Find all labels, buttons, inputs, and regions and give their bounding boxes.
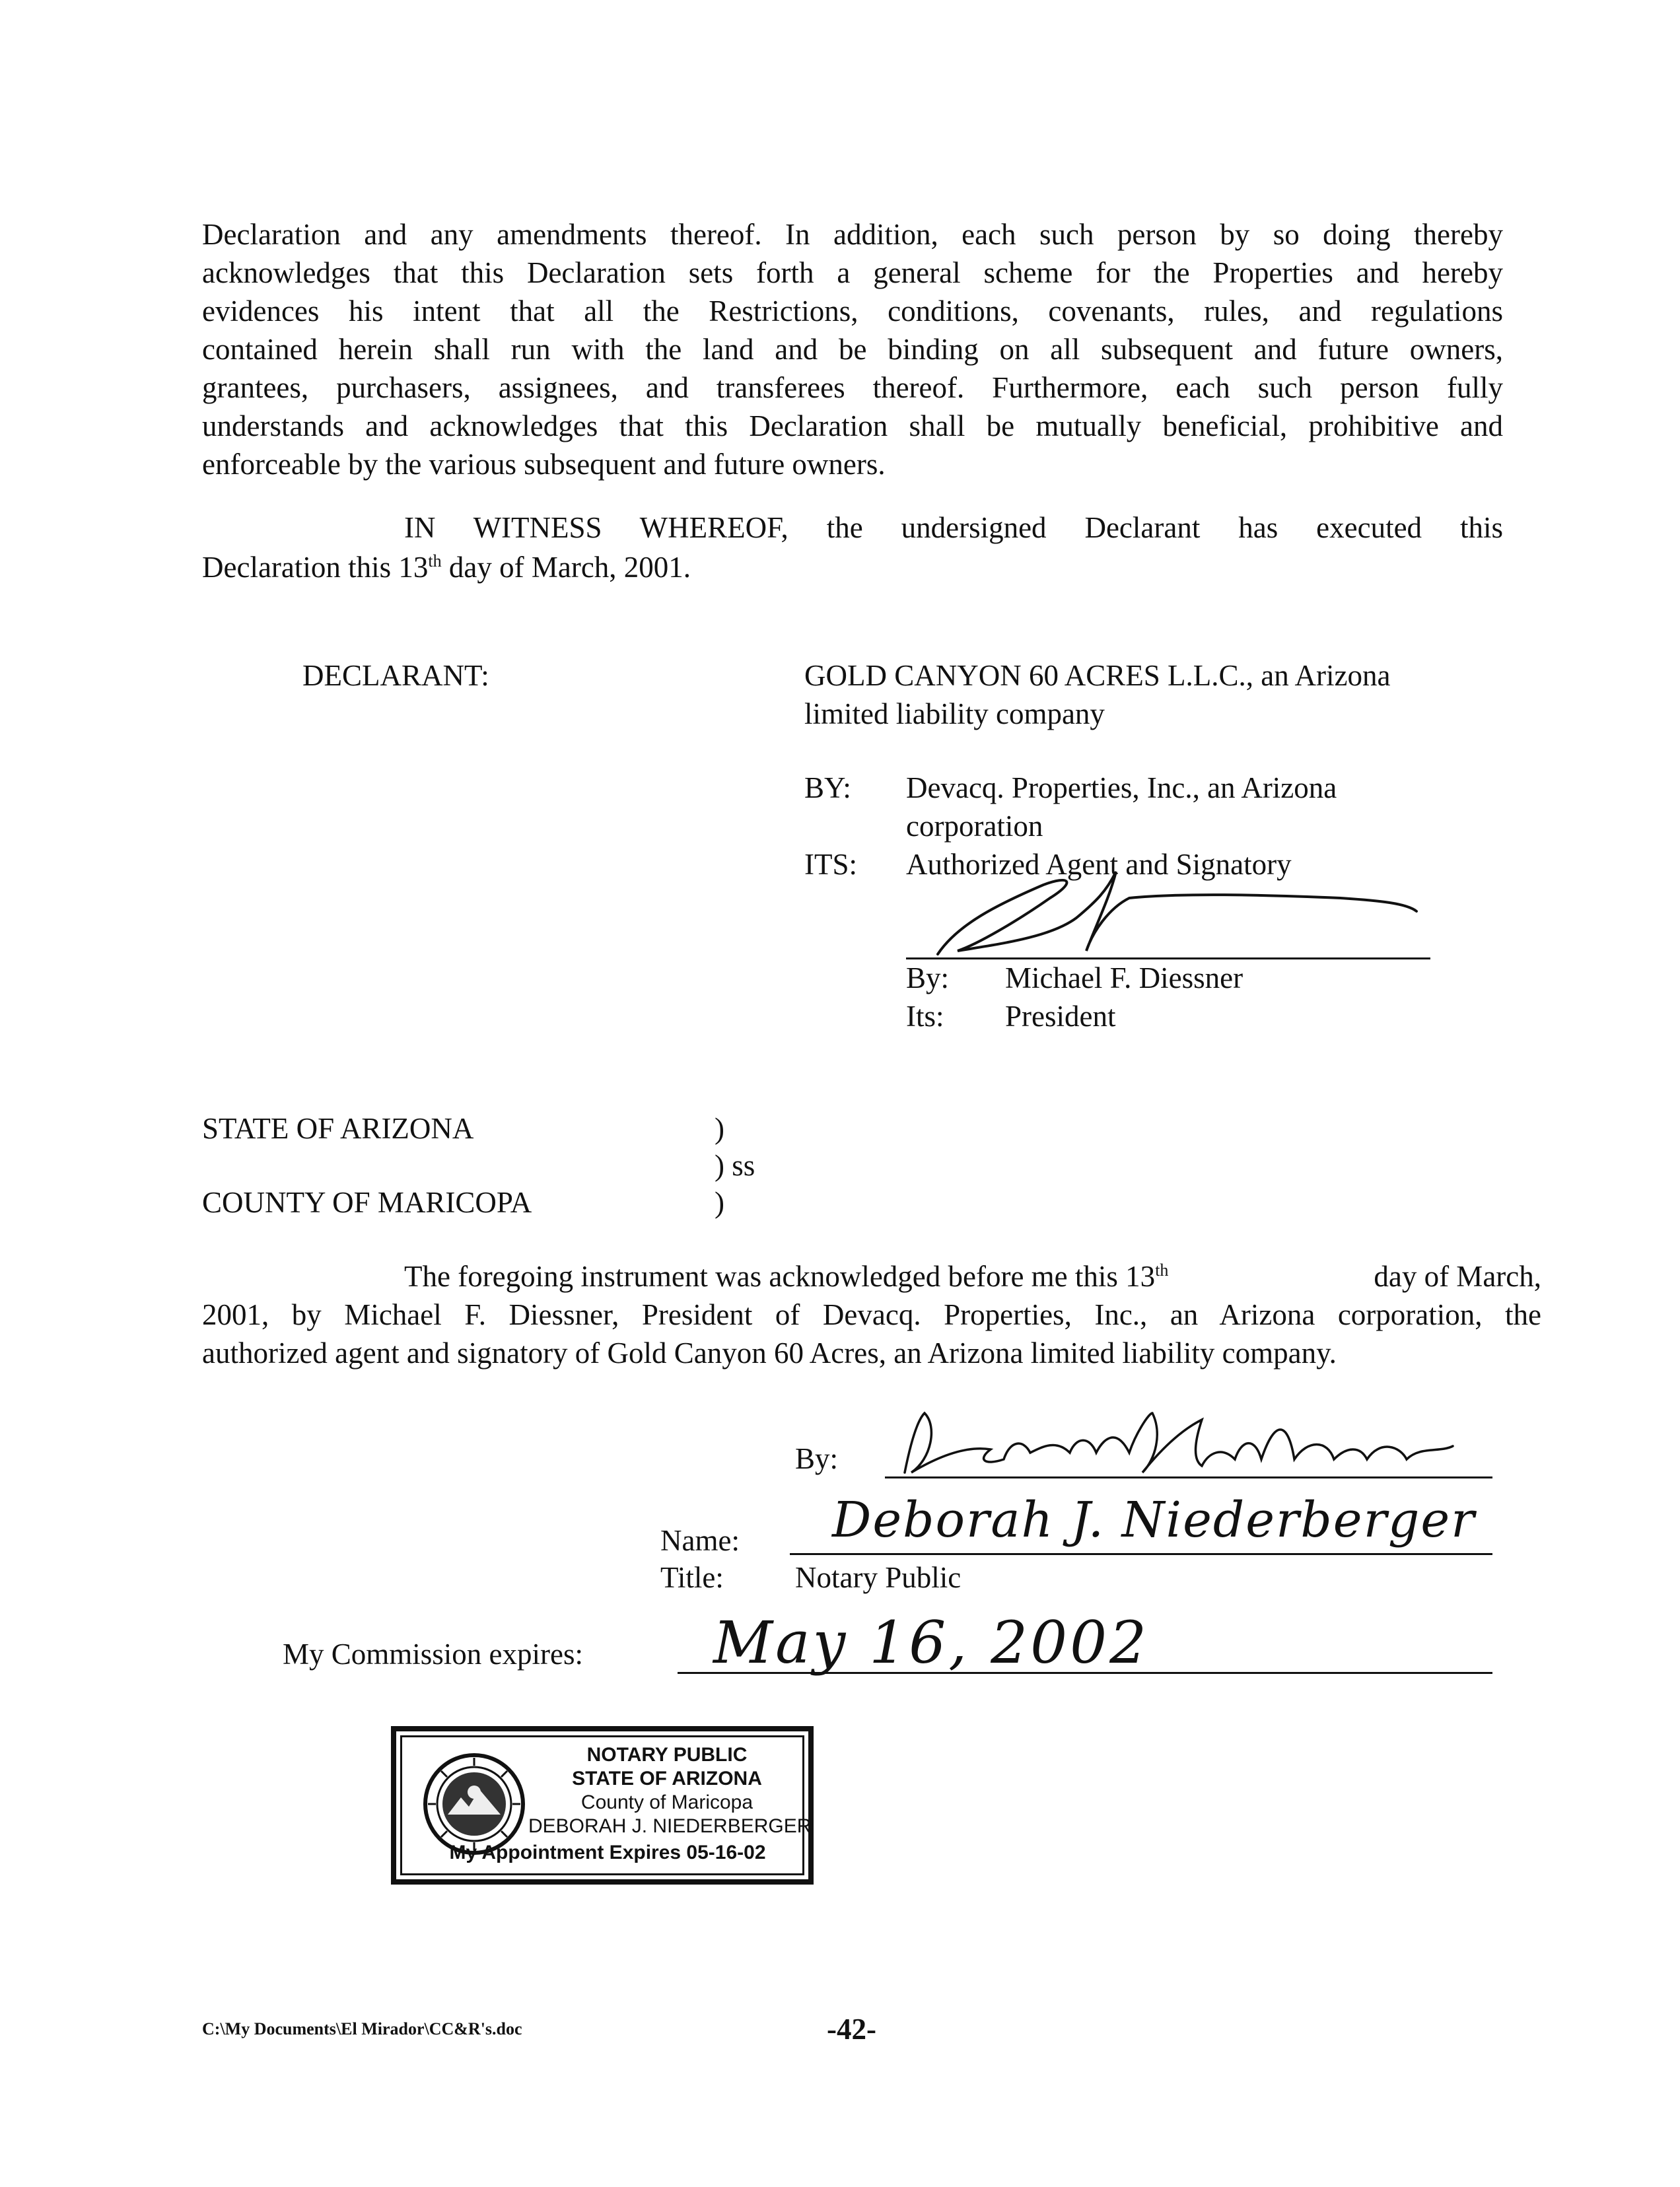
stamp-line-5: My Appointment Expires 05-16-02 xyxy=(449,1842,766,1863)
by-label: BY: xyxy=(804,771,851,804)
notary-title-value: Notary Public xyxy=(795,1561,962,1594)
signer-name: Michael F. Diessner xyxy=(1005,961,1243,994)
signer-its-label: Its: xyxy=(906,1000,944,1033)
notary-name-line xyxy=(790,1553,1492,1555)
commission-date-handwritten: May 16, 2002 xyxy=(713,1609,1150,1677)
notary-title-label: Title: xyxy=(660,1561,724,1594)
stamp-line-3: County of Maricopa xyxy=(580,1791,753,1813)
ack-text-a xyxy=(404,1257,1168,1296)
declarant-company-line-2: limited liability company xyxy=(804,697,1105,730)
paragraph-line: acknowledges that this Declaration sets forth a general scheme for the Properties and hereby xyxy=(202,256,1503,289)
ack-suffix: day of March, xyxy=(1374,1260,1541,1293)
signer-title: President xyxy=(1005,1000,1116,1033)
declarant-company-line-1: GOLD CANYON 60 ACRES L.L.C., an Arizona xyxy=(804,659,1391,692)
ack-text-b: 2001, by Michael F. Diessner, President of Devacq. Properties, Inc., an Arizona corporation, the xyxy=(202,1298,1541,1331)
acknowledgment-line-1 xyxy=(404,1257,1541,1296)
footer-page-number: -42- xyxy=(827,2013,876,2046)
its-label: ITS: xyxy=(804,848,858,881)
by-value-line-2: corporation xyxy=(906,810,1043,843)
paragraph-line: understands and acknowledges that this Declaration shall be mutually beneficial, prohibitive and xyxy=(202,409,1503,442)
its-value: Authorized Agent and Signatory xyxy=(906,848,1292,881)
footer-file-path: C:\My Documents\El Mirador\CC&R's.doc xyxy=(202,2019,522,2038)
notary-name-label: Name: xyxy=(660,1524,740,1557)
venue-paren-3: ) xyxy=(715,1186,724,1219)
stamp-line-2: STATE OF ARIZONA xyxy=(572,1768,762,1789)
paragraph-line: Declaration and any amendments thereof. In addition, each such person by so doing thereby xyxy=(202,218,1503,251)
declarant-label: DECLARANT: xyxy=(302,659,489,692)
notary-name-handwritten: Deborah J. Niederberger xyxy=(832,1492,1476,1548)
paragraph-line: enforceable by the various subsequent and future owners. xyxy=(202,448,886,481)
notary-by-label: By: xyxy=(795,1442,839,1475)
ack-prefix: The foregoing instrument was acknowledged before me this 13 xyxy=(404,1260,1156,1293)
ordinal-suffix: th xyxy=(428,551,442,571)
venue-state: STATE OF ARIZONA xyxy=(202,1112,474,1145)
arizona-seal-icon xyxy=(421,1751,527,1857)
declaration-paragraph xyxy=(202,215,1503,483)
stamp-line-1: NOTARY PUBLIC xyxy=(586,1744,748,1766)
notary-by-line xyxy=(885,1476,1492,1478)
venue-paren-ss: ) ss xyxy=(715,1149,755,1182)
by-value-line-1: Devacq. Properties, Inc., an Arizona xyxy=(906,771,1337,804)
acknowledgment-line-2 xyxy=(202,1296,1541,1334)
ordinal-suffix: th xyxy=(1155,1261,1169,1280)
stamp-line-4: DEBORAH J. NIEDERBERGER xyxy=(528,1815,812,1837)
witness-date-prefix: Declaration this 13 xyxy=(202,551,429,584)
venue-county: COUNTY OF MARICOPA xyxy=(202,1186,532,1219)
commission-line xyxy=(678,1672,1492,1674)
commission-label: My Commission expires: xyxy=(283,1638,584,1671)
witness-text: IN WITNESS WHEREOF, the undersigned Declarant has executed this xyxy=(404,511,1503,544)
notary-stamp xyxy=(391,1726,814,1885)
acknowledgment-line-3: authorized agent and signatory of Gold Canyon 60 Acres, an Arizona limited liability company. xyxy=(202,1336,1337,1370)
witness-line-2 xyxy=(202,548,691,586)
signer-by-label: By: xyxy=(906,961,950,994)
paragraph-line: evidences his intent that all the Restrictions, conditions, covenants, rules, and regulations xyxy=(202,295,1503,328)
paragraph-line: grantees, purchasers, assignees, and transferees thereof. Furthermore, each such person fully xyxy=(202,371,1503,404)
paragraph-line: contained herein shall run with the land and be binding on all subsequent and future owners, xyxy=(202,333,1503,366)
niederberger-signature xyxy=(892,1400,1473,1486)
venue-paren-1: ) xyxy=(715,1112,724,1145)
witness-date-suffix: day of March, 2001. xyxy=(441,551,691,584)
witness-line-1 xyxy=(404,508,1503,547)
